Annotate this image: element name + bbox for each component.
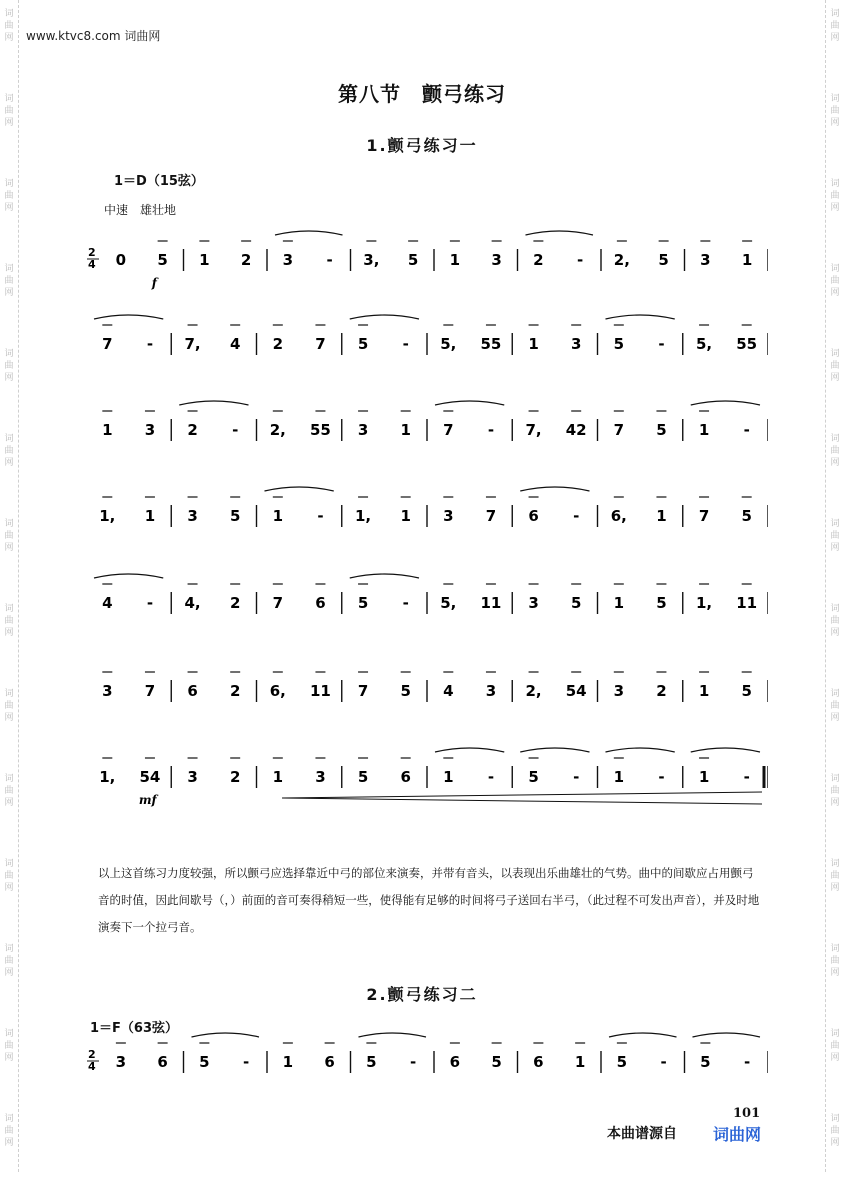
score-row-svg xyxy=(86,556,768,646)
watermark-glyph: 网 xyxy=(830,458,840,468)
score-note: 3 xyxy=(491,251,502,269)
score-note: 7, xyxy=(525,421,542,439)
watermark-glyph: 网 xyxy=(4,203,14,213)
tie-arc xyxy=(526,231,594,235)
score-note: 0 xyxy=(115,251,127,269)
watermark-glyph: 网 xyxy=(4,373,14,383)
watermark-glyph: 网 xyxy=(4,798,14,808)
score-row-svg xyxy=(86,644,768,734)
score-note: - xyxy=(146,335,154,353)
score-note: 3 xyxy=(485,682,497,700)
score-row xyxy=(86,297,768,387)
tie-arc xyxy=(350,574,419,578)
score-note: 5 xyxy=(700,1053,711,1071)
score-note: 1 xyxy=(698,682,710,700)
watermark-glyph: 词 xyxy=(830,179,840,189)
score-note: 6 xyxy=(533,1053,544,1071)
score-note: 3 xyxy=(700,251,711,269)
score-note: 6 xyxy=(157,1053,168,1071)
watermark-glyph: 曲 xyxy=(830,956,840,966)
score-note: 3 xyxy=(528,594,539,612)
watermark-glyph: 曲 xyxy=(830,531,840,541)
score-note: 3 xyxy=(115,1053,127,1071)
watermark-group xyxy=(826,255,844,340)
watermark-group xyxy=(826,1020,844,1105)
score-note: 6 xyxy=(449,1053,461,1071)
watermark-glyph: 词 xyxy=(4,859,14,869)
dynamic-marking: mf xyxy=(138,793,157,807)
watermark-glyph: 词 xyxy=(830,94,840,104)
score-note: 5 xyxy=(229,507,241,525)
score-note: 11 xyxy=(480,594,502,612)
score-note: 3 xyxy=(613,682,625,700)
score-note: 5 xyxy=(357,768,369,786)
watermark-glyph: 网 xyxy=(4,33,14,43)
score-note: 2, xyxy=(613,251,630,269)
watermark-glyph: 词 xyxy=(4,264,14,274)
time-signature-bottom: 4 xyxy=(88,1060,96,1073)
tie-arc xyxy=(350,315,419,319)
tie-arc xyxy=(192,1033,260,1037)
time-signature-bottom: 4 xyxy=(88,258,96,271)
score-note: 1, xyxy=(99,768,116,786)
score-note: 4 xyxy=(229,335,241,353)
watermark-glyph: 网 xyxy=(830,1053,840,1063)
score-row xyxy=(86,730,768,820)
score-note: - xyxy=(658,335,665,353)
score-note: - xyxy=(326,251,333,269)
watermark-group xyxy=(826,1105,844,1190)
exercise2-key: 1＝F（63弦） xyxy=(90,1021,179,1036)
tie-arc xyxy=(94,574,163,578)
score-row xyxy=(86,556,768,646)
score-note: - xyxy=(487,768,495,786)
left-watermark-column xyxy=(0,0,18,1190)
score-note: 5 xyxy=(366,1053,377,1071)
score-note: 2 xyxy=(272,335,284,353)
tie-arc xyxy=(435,748,504,752)
score-note: 7 xyxy=(272,594,284,612)
score-note: 7, xyxy=(184,335,201,353)
watermark-glyph: 曲 xyxy=(4,191,14,201)
score-note: - xyxy=(573,768,580,786)
watermark-glyph: 曲 xyxy=(830,191,840,201)
watermark-group xyxy=(0,425,18,510)
watermark-glyph: 网 xyxy=(830,288,840,298)
score-note: 5 xyxy=(400,682,411,700)
tie-arc xyxy=(520,487,589,491)
score-note: 7 xyxy=(144,682,156,700)
score-note: 2 xyxy=(240,251,252,269)
watermark-group xyxy=(826,340,844,425)
watermark-glyph: 曲 xyxy=(830,276,840,286)
score-row-svg xyxy=(86,469,768,559)
score-row-svg xyxy=(86,383,768,473)
watermark-glyph: 曲 xyxy=(4,616,14,626)
watermark-glyph: 网 xyxy=(4,628,14,638)
score-note: 4 xyxy=(102,594,113,612)
score-row xyxy=(86,469,768,559)
score-note: 1 xyxy=(272,768,284,786)
tie-arc xyxy=(179,401,248,405)
watermark-glyph: 曲 xyxy=(4,1041,14,1051)
watermark-glyph: 词 xyxy=(4,9,14,19)
score-note: 2 xyxy=(533,251,544,269)
right-watermark-column xyxy=(826,0,844,1190)
score-note: 1, xyxy=(695,594,713,612)
watermark-group xyxy=(0,0,18,85)
watermark-group xyxy=(826,595,844,680)
page-number: 101 xyxy=(733,1106,761,1121)
watermark-group xyxy=(0,935,18,1020)
score-note: - xyxy=(744,1053,751,1071)
watermark-glyph: 曲 xyxy=(830,1041,840,1051)
tie-arc xyxy=(275,231,343,235)
score-note: - xyxy=(146,594,154,612)
score-note: 1 xyxy=(144,507,156,525)
score-note: 5 xyxy=(407,251,419,269)
watermark-glyph: 曲 xyxy=(4,956,14,966)
score-note: 2 xyxy=(229,682,241,700)
watermark-glyph: 曲 xyxy=(4,106,14,116)
score-note: 5 xyxy=(157,251,168,269)
watermark-glyph: 词 xyxy=(4,349,14,359)
score-row-svg xyxy=(86,1015,768,1105)
score-row-svg xyxy=(86,730,768,820)
tie-arc xyxy=(265,487,334,491)
score-note: 6 xyxy=(315,594,326,612)
watermark-glyph: 网 xyxy=(830,628,840,638)
watermark-glyph: 词 xyxy=(830,9,840,19)
watermark-glyph: 曲 xyxy=(4,446,14,456)
tie-arc xyxy=(359,1033,427,1037)
score-note: 1 xyxy=(282,1053,294,1071)
watermark-glyph: 网 xyxy=(4,543,14,553)
watermark-glyph: 曲 xyxy=(830,1126,840,1136)
watermark-group xyxy=(826,935,844,1020)
footer-source-label: 本曲谱源自 xyxy=(607,1126,677,1142)
score-note: 6 xyxy=(324,1053,335,1071)
watermark-glyph: 曲 xyxy=(830,786,840,796)
watermark-glyph: 网 xyxy=(830,33,840,43)
watermark-glyph: 词 xyxy=(830,1029,840,1039)
watermark-glyph: 词 xyxy=(4,944,14,954)
score-note: 1 xyxy=(698,768,710,786)
score-note: 2 xyxy=(229,594,241,612)
score-note: 5 xyxy=(741,682,752,700)
watermark-glyph: 网 xyxy=(830,543,840,553)
score-note: 7 xyxy=(485,507,497,525)
score-note: 7 xyxy=(613,421,625,439)
watermark-glyph: 网 xyxy=(830,373,840,383)
watermark-glyph: 网 xyxy=(4,458,14,468)
score-note: 6, xyxy=(610,507,627,525)
watermark-glyph: 曲 xyxy=(4,361,14,371)
watermark-glyph: 网 xyxy=(830,118,840,128)
watermark-glyph: 词 xyxy=(4,179,14,189)
score-note: 7 xyxy=(357,682,369,700)
watermark-glyph: 词 xyxy=(4,689,14,699)
score-note: 5 xyxy=(357,594,369,612)
tie-arc xyxy=(693,1033,761,1037)
tie-arc xyxy=(691,401,760,405)
score-row xyxy=(86,644,768,734)
tie-arc xyxy=(606,315,675,319)
watermark-glyph: 词 xyxy=(4,519,14,529)
watermark-glyph: 网 xyxy=(4,288,14,298)
score-note: 5, xyxy=(440,335,457,353)
section-title: 第八节 颤弓练习 xyxy=(338,82,506,106)
score-row xyxy=(86,1015,768,1105)
watermark-glyph: 网 xyxy=(830,798,840,808)
site-url[interactable]: www.ktvc8.com 词曲网 xyxy=(26,29,161,43)
watermark-glyph: 网 xyxy=(4,118,14,128)
watermark-glyph: 词 xyxy=(830,519,840,529)
score-note: - xyxy=(402,594,409,612)
watermark-group xyxy=(0,1105,18,1190)
watermark-group xyxy=(826,850,844,935)
watermark-glyph: 曲 xyxy=(4,786,14,796)
score-note: - xyxy=(487,421,495,439)
score-note: 5 xyxy=(528,768,539,786)
crescendo-hairpin xyxy=(282,798,762,804)
score-note: 5 xyxy=(357,335,369,353)
score-note: 1, xyxy=(99,507,116,525)
watermark-glyph: 词 xyxy=(830,859,840,869)
score-note: 5 xyxy=(658,251,669,269)
score-note: 6, xyxy=(269,682,286,700)
score-row-svg xyxy=(86,297,768,387)
score-note: 54 xyxy=(139,768,161,786)
watermark-glyph: 词 xyxy=(830,944,840,954)
watermark-group xyxy=(0,595,18,680)
watermark-group xyxy=(826,170,844,255)
watermark-group xyxy=(826,425,844,510)
watermark-glyph: 网 xyxy=(4,883,14,893)
watermark-glyph: 曲 xyxy=(4,1126,14,1136)
watermark-glyph: 曲 xyxy=(830,446,840,456)
watermark-glyph: 曲 xyxy=(4,21,14,31)
score-note: 2 xyxy=(229,768,241,786)
score-note: 1 xyxy=(443,768,454,786)
score-note: 1 xyxy=(400,507,411,525)
score-note: 7 xyxy=(443,421,454,439)
score-note: 3 xyxy=(315,768,326,786)
score-note: 42 xyxy=(565,421,587,439)
score-note: - xyxy=(577,251,584,269)
watermark-glyph: 词 xyxy=(830,689,840,699)
score-note: 5 xyxy=(656,421,667,439)
watermark-group xyxy=(0,255,18,340)
watermark-glyph: 词 xyxy=(4,1114,14,1124)
watermark-glyph: 网 xyxy=(830,1138,840,1148)
exercise2-title: 2.颤弓练习二 xyxy=(366,985,478,1004)
watermark-glyph: 词 xyxy=(830,604,840,614)
score-note: 6 xyxy=(187,682,198,700)
tie-arc xyxy=(520,748,589,752)
watermark-glyph: 词 xyxy=(830,349,840,359)
score-note: 55 xyxy=(310,421,331,439)
score-note: - xyxy=(660,1053,667,1071)
score-note: - xyxy=(402,335,409,353)
watermark-glyph: 词 xyxy=(4,434,14,444)
watermark-glyph: 曲 xyxy=(830,106,840,116)
score-note: 3 xyxy=(187,768,198,786)
watermark-group xyxy=(0,170,18,255)
score-note: - xyxy=(317,507,324,525)
watermark-glyph: 曲 xyxy=(830,361,840,371)
score-note: 7 xyxy=(102,335,113,353)
score-note: 11 xyxy=(310,682,331,700)
score-note: - xyxy=(573,507,580,525)
tie-arc xyxy=(609,1033,677,1037)
score-note: 2, xyxy=(525,682,542,700)
watermark-group xyxy=(0,765,18,850)
score-note: 5 xyxy=(741,507,752,525)
watermark-glyph: 网 xyxy=(830,713,840,723)
exercise1-key: 1＝D（15弦） xyxy=(114,174,204,189)
watermark-group xyxy=(826,765,844,850)
score-note: 5 xyxy=(570,594,582,612)
watermark-group xyxy=(0,680,18,765)
tie-arc xyxy=(691,748,760,752)
watermark-group xyxy=(826,510,844,595)
tie-arc xyxy=(94,315,163,319)
score-row xyxy=(86,383,768,473)
watermark-glyph: 曲 xyxy=(830,701,840,711)
score-note: 1 xyxy=(574,1053,586,1071)
score-note: 3 xyxy=(357,421,369,439)
exercise1-title: 1.颤弓练习一 xyxy=(366,136,478,155)
score-note: 3 xyxy=(102,682,113,700)
score-note: - xyxy=(658,768,665,786)
watermark-glyph: 词 xyxy=(830,1114,840,1124)
score-note: 3 xyxy=(282,251,294,269)
score-note: 1 xyxy=(528,335,539,353)
watermark-glyph: 词 xyxy=(830,774,840,784)
score-note: 1 xyxy=(272,507,284,525)
watermark-group xyxy=(826,680,844,765)
score-note: 1 xyxy=(199,251,210,269)
time-signature-top: 2 xyxy=(88,1048,96,1061)
score-note: 5 xyxy=(199,1053,210,1071)
score-note: - xyxy=(743,768,750,786)
score-note: 5 xyxy=(616,1053,628,1071)
score-note: 1 xyxy=(102,421,113,439)
watermark-glyph: 曲 xyxy=(830,21,840,31)
score-note: 54 xyxy=(565,682,587,700)
watermark-glyph: 曲 xyxy=(4,531,14,541)
score-note: 3 xyxy=(144,421,156,439)
score-note: 5, xyxy=(695,335,713,353)
tie-arc xyxy=(435,401,504,405)
watermark-glyph: 词 xyxy=(4,604,14,614)
score-note: 2 xyxy=(656,682,667,700)
watermark-glyph: 网 xyxy=(830,968,840,978)
watermark-glyph: 网 xyxy=(4,968,14,978)
score-note: - xyxy=(232,421,239,439)
score-note: 1 xyxy=(656,507,667,525)
watermark-group xyxy=(0,340,18,425)
score-note: 2, xyxy=(269,421,286,439)
watermark-glyph: 网 xyxy=(830,883,840,893)
score-note: - xyxy=(243,1053,250,1071)
score-note: 2 xyxy=(187,421,198,439)
crescendo-hairpin xyxy=(282,792,762,798)
score-row xyxy=(86,213,768,303)
score-note: 3 xyxy=(187,507,198,525)
score-note: - xyxy=(410,1053,417,1071)
score-note: 4, xyxy=(184,594,201,612)
watermark-glyph: 曲 xyxy=(830,616,840,626)
score-note: 4 xyxy=(443,682,454,700)
score-note: 5 xyxy=(613,335,625,353)
score-note: 7 xyxy=(698,507,710,525)
score-note: 6 xyxy=(528,507,539,525)
score-note: 1 xyxy=(613,768,625,786)
explanation-paragraph: 以上这首练习力度较强，所以颤弓应选择靠近中弓的部位来演奏，并带有音头，以表现出乐曲雄壮的气势。曲中的间歇应占用颤弓音的时值，因此间歇号（，）前面的音可奏得稍短一些，使得能有足够的时间将弓子送回右半弓，（此过程不可发出声音），并及时地演奏下一个拉弓音。 xyxy=(98,866,760,934)
score-note: 3 xyxy=(570,335,582,353)
watermark-glyph: 词 xyxy=(4,94,14,104)
exercise1-tempo: 中速 雄壮地 xyxy=(104,203,177,217)
score-note: 3, xyxy=(363,251,380,269)
watermark-glyph: 网 xyxy=(4,1138,14,1148)
score-note: 1 xyxy=(400,421,411,439)
watermark-group xyxy=(0,510,18,595)
score-note: - xyxy=(743,421,750,439)
score-note: 55 xyxy=(736,335,758,353)
score-note: 55 xyxy=(480,335,502,353)
watermark-glyph: 网 xyxy=(4,1053,14,1063)
watermark-group xyxy=(0,850,18,935)
score-note: 1 xyxy=(449,251,461,269)
watermark-glyph: 词 xyxy=(830,264,840,274)
watermark-group xyxy=(0,1020,18,1105)
watermark-glyph: 词 xyxy=(4,1029,14,1039)
score-row-svg xyxy=(86,213,768,303)
watermark-glyph: 曲 xyxy=(4,276,14,286)
footer-brand-logo[interactable]: 词曲网 xyxy=(713,1125,762,1144)
watermark-glyph: 词 xyxy=(830,434,840,444)
score-note: 5 xyxy=(656,594,667,612)
watermark-glyph: 词 xyxy=(4,774,14,784)
score-note: 3 xyxy=(443,507,454,525)
watermark-group xyxy=(826,0,844,85)
tie-arc xyxy=(606,748,675,752)
score-note: 1 xyxy=(698,421,710,439)
score-note: 1 xyxy=(613,594,625,612)
dynamic-marking: f xyxy=(151,276,157,290)
score-note: 11 xyxy=(736,594,758,612)
watermark-glyph: 曲 xyxy=(4,701,14,711)
score-note: 1, xyxy=(354,507,372,525)
score-note: 6 xyxy=(400,768,411,786)
watermark-glyph: 曲 xyxy=(4,871,14,881)
score-note: 7 xyxy=(315,335,326,353)
score-note: 1 xyxy=(741,251,753,269)
watermark-glyph: 网 xyxy=(830,203,840,213)
watermark-glyph: 网 xyxy=(4,713,14,723)
watermark-glyph: 曲 xyxy=(830,871,840,881)
score-note: 5, xyxy=(440,594,457,612)
score-note: 5 xyxy=(491,1053,502,1071)
time-signature-top: 2 xyxy=(88,246,96,259)
